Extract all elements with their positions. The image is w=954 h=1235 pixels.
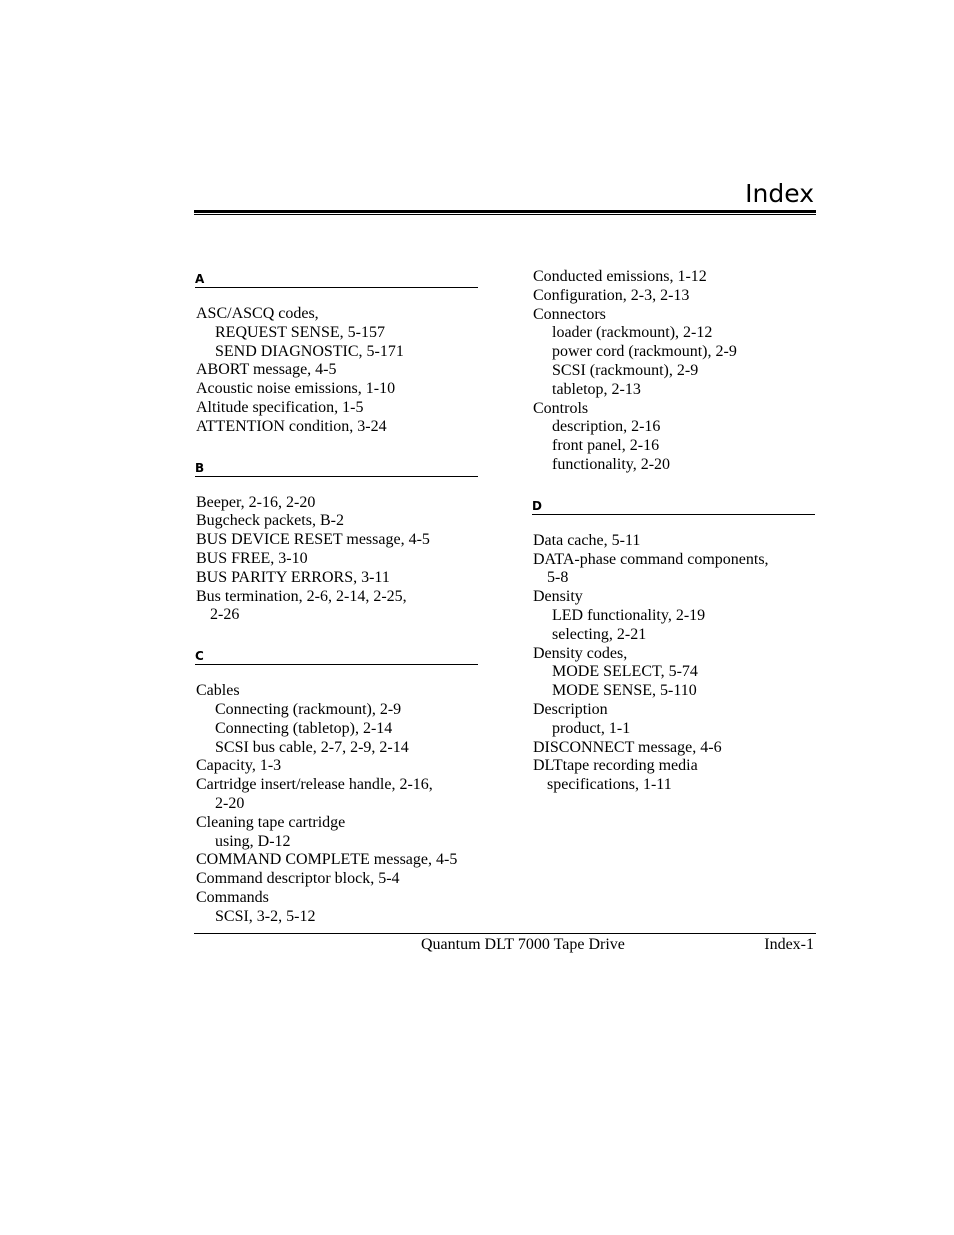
index-entry: DLTtape recording media <box>533 757 698 775</box>
index-section <box>533 495 815 795</box>
index-subentry: LED functionality, 2-19 <box>552 606 706 624</box>
index-entry: BUS DEVICE RESET message, 4-5 <box>196 531 430 549</box>
index-entry: Beeper, 2-16, 2-20 <box>196 493 316 511</box>
index-column-right <box>533 268 815 815</box>
index-entry: ATTENTION condition, 3-24 <box>196 417 387 435</box>
header-rule-thin <box>194 214 816 215</box>
index-entry: BUS FREE, 3-10 <box>196 549 308 567</box>
index-subentry: loader (rackmount), 2-12 <box>552 324 713 342</box>
letter-heading: A <box>195 268 478 288</box>
index-entry: COMMAND COMPLETE message, 4-5 <box>196 851 458 869</box>
index-entry: Connectors <box>533 305 606 323</box>
index-subentry: power cord (rackmount), 2-9 <box>552 343 737 361</box>
index-entry: Cleaning tape cartridge <box>196 813 346 831</box>
index-subentry: selecting, 2-21 <box>552 625 647 643</box>
index-subentry: SCSI (rackmount), 2-9 <box>552 361 699 379</box>
index-entry: BUS PARITY ERRORS, 3-11 <box>196 568 390 586</box>
letter-heading: D <box>532 495 815 515</box>
index-entry: Cartridge insert/release handle, 2-16, <box>196 776 433 794</box>
index-entry: Density codes, <box>533 644 628 662</box>
index-entry: Bugcheck packets, B-2 <box>196 512 344 530</box>
index-subentry: Connecting (rackmount), 2-9 <box>215 700 402 718</box>
index-subentry: using, D-12 <box>215 832 291 850</box>
index-subentry: product, 1-1 <box>552 719 631 737</box>
index-entry: Density <box>533 588 583 606</box>
footer-doc-title: Quantum DLT 7000 Tape Drive <box>421 936 625 953</box>
index-entry: Cables <box>196 682 240 700</box>
footer-page-number: Index-1 <box>764 936 814 953</box>
index-subentry: 2-26 <box>210 606 240 624</box>
index-section <box>196 645 478 926</box>
index-entry: DISCONNECT message, 4-6 <box>533 738 722 756</box>
page-title: Index <box>745 179 814 208</box>
index-subentry: tabletop, 2-13 <box>552 380 641 398</box>
index-column-left <box>196 268 478 947</box>
index-subentry: MODE SELECT, 5-74 <box>552 663 698 681</box>
index-entry: Altitude specification, 1-5 <box>196 398 364 416</box>
index-subentry: functionality, 2-20 <box>552 455 671 473</box>
letter-heading: B <box>195 457 478 477</box>
index-subentry: Connecting (tabletop), 2-14 <box>215 719 393 737</box>
index-entry: Commands <box>196 888 269 906</box>
header-rule-thick <box>194 210 816 213</box>
index-subentry: description, 2-16 <box>552 418 661 436</box>
index-entry: Description <box>533 700 608 718</box>
index-entry: Conducted emissions, 1-12 <box>533 268 707 285</box>
index-subentry: 5-8 <box>547 569 569 587</box>
index-entry: Command descriptor block, 5-4 <box>196 870 400 888</box>
index-subentry: REQUEST SENSE, 5-157 <box>215 323 385 341</box>
letter-heading: C <box>195 645 478 665</box>
index-entry: Data cache, 5-11 <box>533 531 641 549</box>
index-section <box>196 457 478 626</box>
index-entry: Bus termination, 2-6, 2-14, 2-25, <box>196 587 407 605</box>
footer-rule <box>194 933 816 934</box>
index-entry: DATA-phase command components, <box>533 550 769 568</box>
index-subentry: SEND DIAGNOSTIC, 5-171 <box>215 342 404 360</box>
index-subentry: MODE SENSE, 5-110 <box>552 682 697 700</box>
index-section <box>196 268 478 437</box>
index-entry: ASC/ASCQ codes, <box>196 305 319 322</box>
index-section <box>533 268 815 475</box>
index-subentry: 2-20 <box>215 794 245 812</box>
index-entry: Capacity, 1-3 <box>196 757 282 775</box>
index-entry: ABORT message, 4-5 <box>196 361 337 379</box>
index-subentry: SCSI bus cable, 2-7, 2-9, 2-14 <box>215 738 409 756</box>
index-entry: Configuration, 2-3, 2-13 <box>533 286 690 304</box>
index-subentry: SCSI, 3-2, 5-12 <box>215 907 316 925</box>
index-entry: Controls <box>533 399 589 417</box>
index-subentry: front panel, 2-16 <box>552 437 660 455</box>
index-subentry: specifications, 1-11 <box>547 776 672 794</box>
index-entry: Acoustic noise emissions, 1-10 <box>196 380 396 398</box>
